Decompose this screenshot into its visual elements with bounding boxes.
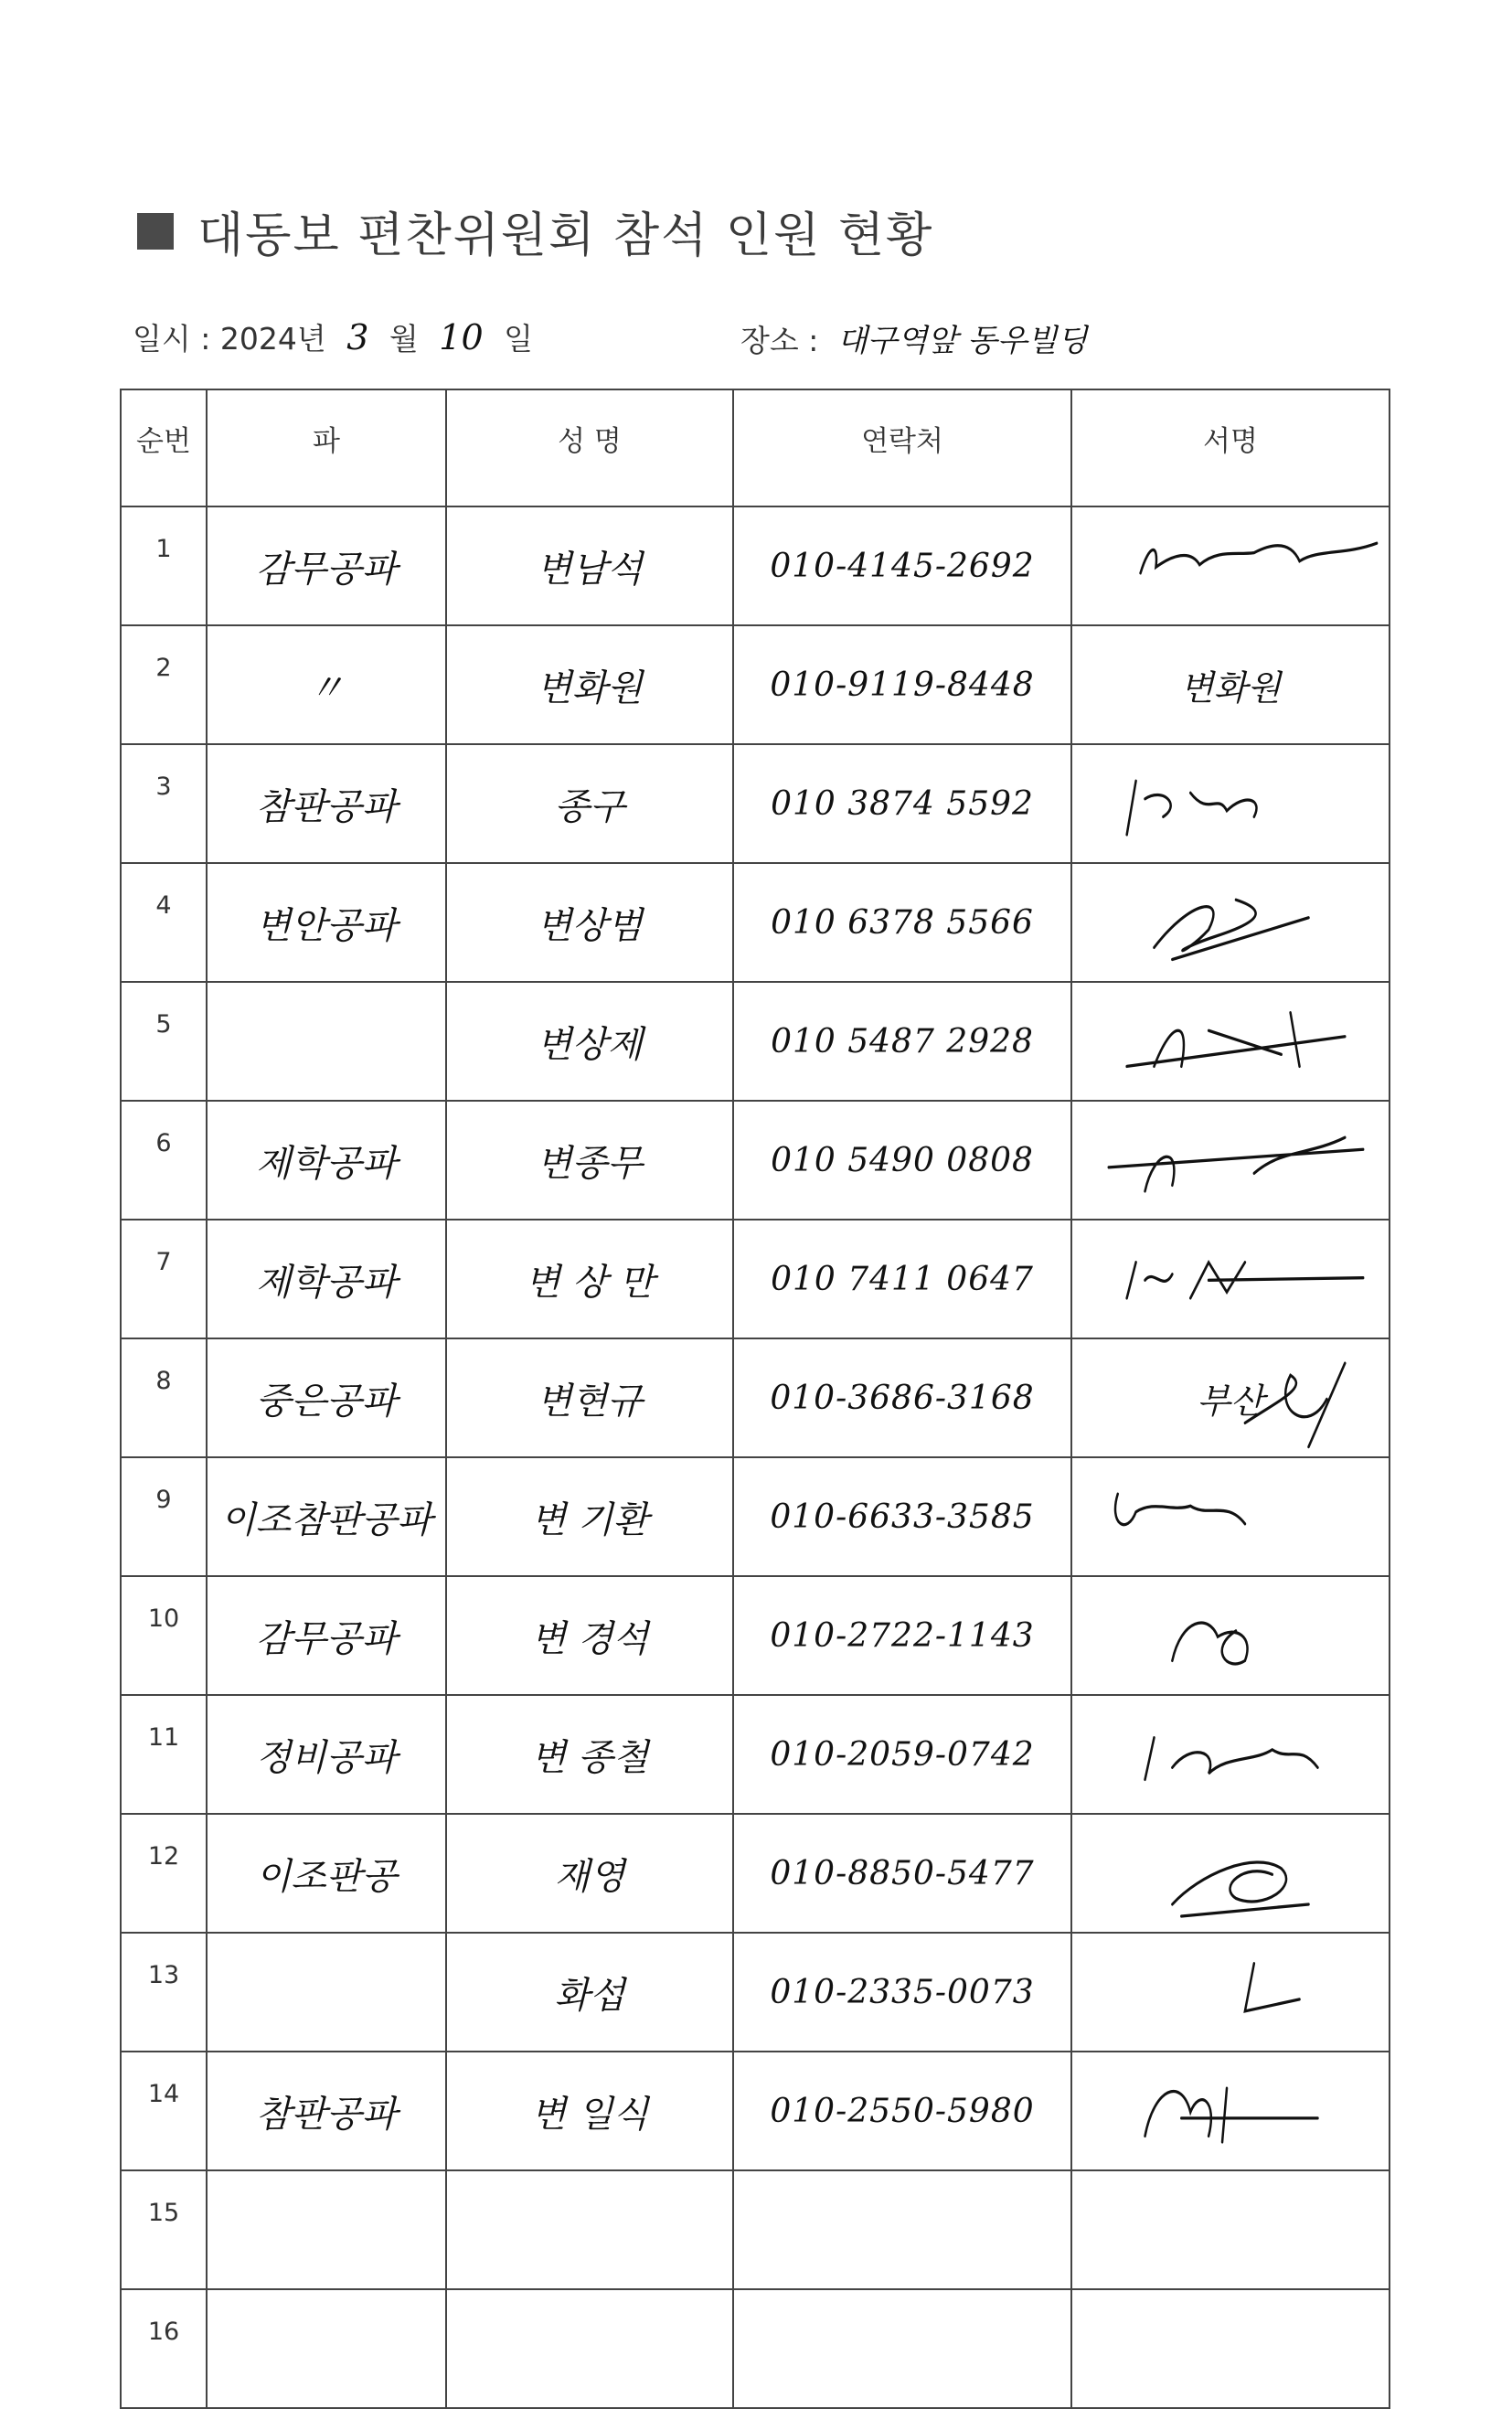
- table-row: [121, 1338, 1390, 1457]
- signature-scribble: [1072, 1220, 1389, 1338]
- row-branch: [207, 982, 446, 1101]
- row-number: 14: [121, 2052, 207, 2170]
- row-number: 11: [121, 1695, 207, 1814]
- row-branch: 제학공파: [207, 1101, 446, 1220]
- row-phone: 010 6378 5566: [733, 863, 1071, 982]
- row-phone: 010-8850-5477: [733, 1814, 1071, 1933]
- row-name: 변 상 만: [446, 1220, 733, 1338]
- row-phone: 010 5490 0808: [733, 1101, 1071, 1220]
- header-signature: 서명: [1071, 389, 1390, 506]
- row-number: 5: [121, 982, 207, 1101]
- row-signature: [1071, 2052, 1390, 2170]
- place-value: 대구역앞 동우빌딩: [836, 323, 1088, 359]
- row-signature: [1071, 1576, 1390, 1695]
- table-row: [121, 2289, 1390, 2408]
- signature-scribble: [1072, 1815, 1389, 1932]
- row-name: 변현규: [446, 1338, 733, 1457]
- row-signature: [1071, 2170, 1390, 2289]
- square-bullet-icon: [137, 213, 174, 250]
- header-name: 성 명: [446, 389, 733, 506]
- row-name: 화섭: [446, 1933, 733, 2052]
- signature-scribble: [1072, 1696, 1389, 1813]
- row-number: 13: [121, 1933, 207, 2052]
- row-name: 변 종철: [446, 1695, 733, 1814]
- row-branch: 이조참판공파: [207, 1457, 446, 1576]
- row-name: 재영: [446, 1814, 733, 1933]
- signature-scribble: [1072, 1577, 1389, 1694]
- row-signature: [1071, 1338, 1390, 1457]
- row-signature: [1071, 1220, 1390, 1338]
- row-branch: [207, 2289, 446, 2408]
- row-phone: [733, 2170, 1071, 2289]
- row-branch: 감무공파: [207, 506, 446, 625]
- row-signature: [1071, 625, 1390, 744]
- signature-scribble: [1072, 864, 1389, 981]
- row-name: 변남석: [446, 506, 733, 625]
- table-header-row: [121, 389, 1390, 506]
- row-signature: [1071, 1695, 1390, 1814]
- row-name: [446, 2289, 733, 2408]
- table-row: [121, 625, 1390, 744]
- signature-scribble: [1072, 1458, 1389, 1575]
- attendance-table: [120, 389, 1390, 2409]
- table-row: [121, 744, 1390, 863]
- row-number: 7: [121, 1220, 207, 1338]
- header-number: 순번: [121, 389, 207, 506]
- row-signature: [1071, 982, 1390, 1101]
- date-day: 10: [439, 317, 484, 357]
- row-number: 4: [121, 863, 207, 982]
- row-branch: 감무공파: [207, 1576, 446, 1695]
- row-name: 변상제: [446, 982, 733, 1101]
- row-branch: 참판공파: [207, 2052, 446, 2170]
- row-number: 12: [121, 1814, 207, 1933]
- table-row: [121, 1457, 1390, 1576]
- table-row: [121, 1814, 1390, 1933]
- row-phone: 010-9119-8448: [733, 625, 1071, 744]
- row-number: 3: [121, 744, 207, 863]
- signature-scribble: [1072, 745, 1389, 862]
- header-phone: 연락처: [733, 389, 1071, 506]
- signature-scribble: [1072, 983, 1389, 1100]
- header-branch: 파: [207, 389, 446, 506]
- row-signature: [1071, 1933, 1390, 2052]
- row-branch: 변안공파: [207, 863, 446, 982]
- row-phone: 010 5487 2928: [733, 982, 1071, 1101]
- table-row: [121, 1576, 1390, 1695]
- row-branch: 이조판공: [207, 1814, 446, 1933]
- row-signature: [1071, 1457, 1390, 1576]
- row-name: 변 일식: [446, 2052, 733, 2170]
- date-label: 일시 : 2024년: [133, 321, 326, 357]
- signature-text: 변화원: [1179, 667, 1282, 709]
- table-row: [121, 2052, 1390, 2170]
- row-branch: 정비공파: [207, 1695, 446, 1814]
- row-phone: 010-6633-3585: [733, 1457, 1071, 1576]
- row-number: 15: [121, 2170, 207, 2289]
- row-phone: 010-3686-3168: [733, 1338, 1071, 1457]
- place-label: 장소 :: [740, 323, 819, 358]
- table-row: [121, 506, 1390, 625]
- row-name: 변 경석: [446, 1576, 733, 1695]
- row-name: 변 기환: [446, 1457, 733, 1576]
- table-row: [121, 982, 1390, 1101]
- row-name: 변상범: [446, 863, 733, 982]
- row-number: 1: [121, 506, 207, 625]
- row-number: 16: [121, 2289, 207, 2408]
- date-month-unit: 월: [389, 321, 419, 357]
- signature-scribble: [1072, 1102, 1389, 1219]
- row-signature: [1071, 2289, 1390, 2408]
- row-number: 6: [121, 1101, 207, 1220]
- row-branch: [207, 2170, 446, 2289]
- row-name: [446, 2170, 733, 2289]
- date-month: 3: [346, 317, 369, 357]
- table-row: [121, 863, 1390, 982]
- table-row: [121, 1101, 1390, 1220]
- row-name: 변종무: [446, 1101, 733, 1220]
- row-name: 변화원: [446, 625, 733, 744]
- row-signature: [1071, 1101, 1390, 1220]
- row-branch: [207, 1933, 446, 2052]
- signature-scribble: [1072, 2052, 1389, 2169]
- meeting-date: [133, 315, 533, 358]
- date-day-unit: 일: [504, 321, 534, 357]
- row-phone: 010-2059-0742: [733, 1695, 1071, 1814]
- row-phone: 010-2335-0073: [733, 1933, 1071, 2052]
- row-number: 10: [121, 1576, 207, 1695]
- row-number: 8: [121, 1338, 207, 1457]
- row-signature: [1071, 863, 1390, 982]
- row-number: 9: [121, 1457, 207, 1576]
- signature-text: 부산: [1197, 1380, 1264, 1422]
- row-phone: 010 3874 5592: [733, 744, 1071, 863]
- signature-scribble: [1072, 507, 1389, 624]
- row-signature: [1071, 1814, 1390, 1933]
- row-phone: 010-2722-1143: [733, 1576, 1071, 1695]
- page-title: [137, 197, 933, 265]
- table-row: [121, 1695, 1390, 1814]
- row-branch: 참판공파: [207, 744, 446, 863]
- table-row: [121, 2170, 1390, 2289]
- row-signature: [1071, 744, 1390, 863]
- row-phone: 010-4145-2692: [733, 506, 1071, 625]
- signature-scribble: [1072, 1934, 1389, 2051]
- row-signature: [1071, 506, 1390, 625]
- table-row: [121, 1933, 1390, 2052]
- row-branch: 중은공파: [207, 1338, 446, 1457]
- row-number: 2: [121, 625, 207, 744]
- row-phone: 010 7411 0647: [733, 1220, 1071, 1338]
- row-phone: 010-2550-5980: [733, 2052, 1071, 2170]
- table-row: [121, 1220, 1390, 1338]
- row-name: 종구: [446, 744, 733, 863]
- row-phone: [733, 2289, 1071, 2408]
- meeting-place: [740, 315, 1087, 360]
- row-branch: 〃: [207, 625, 446, 744]
- page-title-text: 대동보 편찬위원회 참석 인원 현황: [197, 208, 934, 263]
- row-branch: 제학공파: [207, 1220, 446, 1338]
